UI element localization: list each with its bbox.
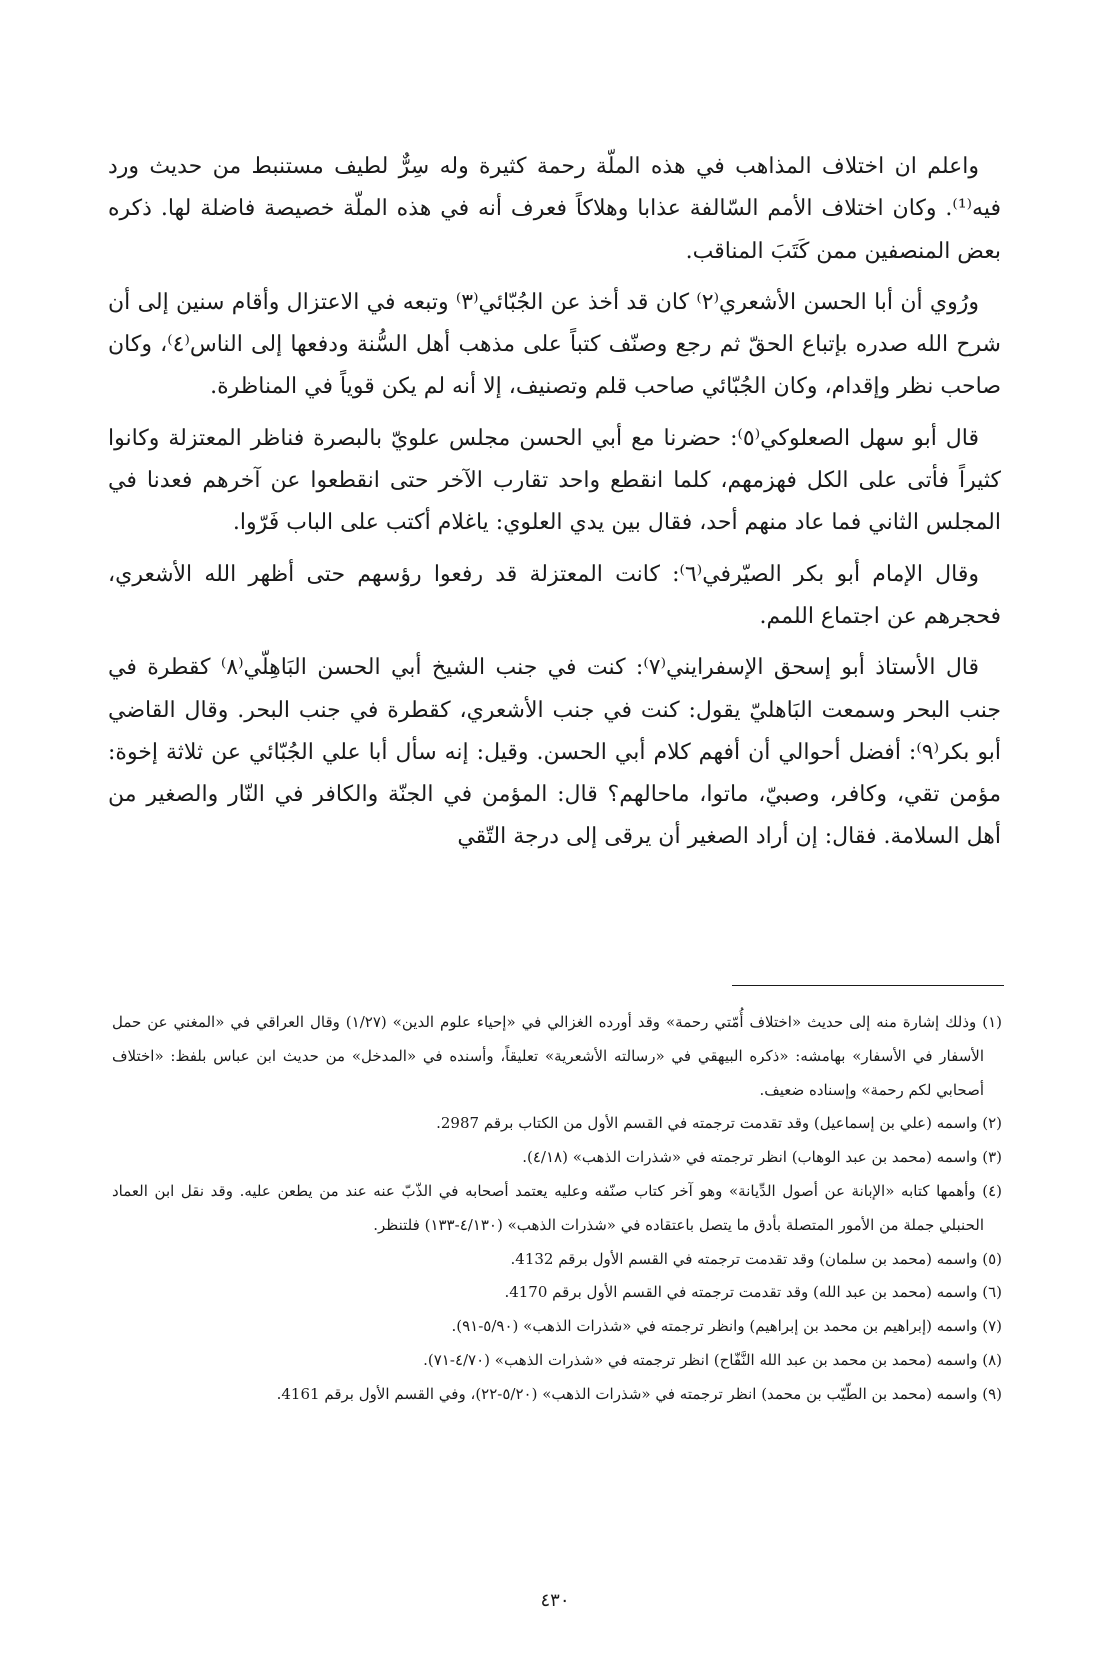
footnote: (٧) واسمه (إبراهيم بن محمد بن إبراهيم) وانظر ترجمته في «شذرات الذهب» (٥/٩٠-٩١).	[451, 1317, 1002, 1336]
page-number: ٤٣٠	[540, 1590, 570, 1611]
paragraph: واعلم ان اختلاف المذاهب في هذه الملّة رحمة كثيرة وله سِرٌّ لطيف مستنبط من حديث ورد فيه⁽¹⁾. وكان اختلاف الأمم السّالفة عذابا وهلاكاً فعرف أنه في هذه الملّة خصيصة فاضلة لها. ذكره بعض المنصفين ممن كَتَبَ المناقب.	[108, 154, 1001, 264]
footnote: (٤) وأهمها كتابه «الإبانة عن أصول الدِّيانة» وهو آخر كتاب صنّفه وعليه يعتمد أصحابه في الذّبّ عنه عند من يطعن عليه. وقد نقل ابن العماد الحنبلي جملة من الأمور المتصلة بأدق ما يتصل باعتقاده في «شذرات الذهب» (٤/١٣٠-١٣٣) فلتنظر.	[112, 1181, 1002, 1234]
paragraph: قال الأستاذ أبو إسحق الإسفرايني⁽٧⁾: كنت في جنب الشيخ أبي الحسن البَاهِلّي⁽٨⁾ كقطرة في جنب البحر وسمعت البَاهليّ يقول: كنت في جنب الأشعري، كقطرة في جنب البحر. وقال القاضي أبو بكر⁽٩⁾: أفضل أحوالي أن أفهم كلام أبي الحسن. وقيل: إنه سأل أبا علي الجُبّائي عن ثلاثة إخوة: مؤمن تقي، وكافر، وصبيّ، ماتوا، ماحالهم؟ قال: المؤمن في الجنّة والكافر في النّار والصغير من أهل السلامة. فقال: إن أراد الصغير أن يرقى إلى درجة التّقي	[108, 655, 1001, 850]
footnote: (٩) واسمه (محمد بن الطّيّب بن محمد) انظر ترجمته في «شذرات الذهب» (٥/٢٠-٢٢)، وفي القسم الأول برقم 4161.	[276, 1384, 1002, 1403]
footnote: (٢) واسمه (علي بن إسماعيل) وقد تقدمت ترجمته في القسم الأول من الكتاب برقم 2987.	[436, 1114, 1002, 1133]
footnote: (١) وذلك إشارة منه إلى حديث «اختلاف أُمّتي رحمة» وقد أورده الغزالي في «إحياء علوم الدين» (١/٢٧) وقال العراقي في «المغني عن حمل الأسفار في الأسفار» بهامشه: «ذكره البيهقي في «رسالته الأشعرية» تعليقاً، وأسنده في «المدخل» من حديث ابن عباس بلفظ: «اختلاف أصحابي لكم رحمة» وإسناده ضعيف.	[112, 1013, 1002, 1099]
footnote: (٥) واسمه (محمد بن سلمان) وقد تقدمت ترجمته في القسم الأول برقم 4132.	[510, 1249, 1002, 1268]
paragraph: ورُوي أن أبا الحسن الأشعري⁽٢⁾ كان قد أخذ عن الجُبّائي⁽٣⁾ وتبعه في الاعتزال وأقام سنين إلى أن شرح الله صدره بإتباع الحقّ ثم رجع وصنّف كتباً على مذهب أهل السُّنة ودفعها إلى الناس⁽٤⁾، وكان صاحب نظر وإقدام، وكان الجُبّائي صاحب قلم وتصنيف، إلا أنه لم يكن قوياً في المناظرة.	[108, 289, 1001, 400]
footnotes	[112, 1006, 1002, 1412]
footnote: (٨) واسمه (محمد بن محمد بن عبد الله النَّفّاح) انظر ترجمته في «شذرات الذهب» (٤/٧٠-٧١).	[423, 1350, 1002, 1369]
footnote-divider	[732, 985, 1004, 986]
main-text	[108, 146, 1001, 868]
paragraph: قال أبو سهل الصعلوكي⁽٥⁾: حضرنا مع أبي الحسن مجلس علويّ بالبصرة فناظر المعتزلة وكانوا كثيراً فأتى على الكل فهزمهم، كلما انقطع واحد تقارب الآخر حتى انقطعوا عن آخرهم فعدنا في المجلس الثاني فما عاد منهم أحد، فقال بين يدي العلوي: ياغلام أكتب على الباب فَرّوا.	[108, 425, 1001, 536]
footnote: (٦) واسمه (محمد بن عبد الله) وقد تقدمت ترجمته في القسم الأول برقم 4170.	[504, 1283, 1002, 1302]
footnote: (٣) واسمه (محمد بن عبد الوهاب) انظر ترجمته في «شذرات الذهب» (٤/١٨).	[522, 1148, 1002, 1167]
paragraph: وقال الإمام أبو بكر الصيّرفي⁽٦⁾: كانت المعتزلة قد رفعوا رؤسهم حتى أظهر الله الأشعري، فحجرهم عن اجتماع اللمم.	[108, 561, 1001, 629]
